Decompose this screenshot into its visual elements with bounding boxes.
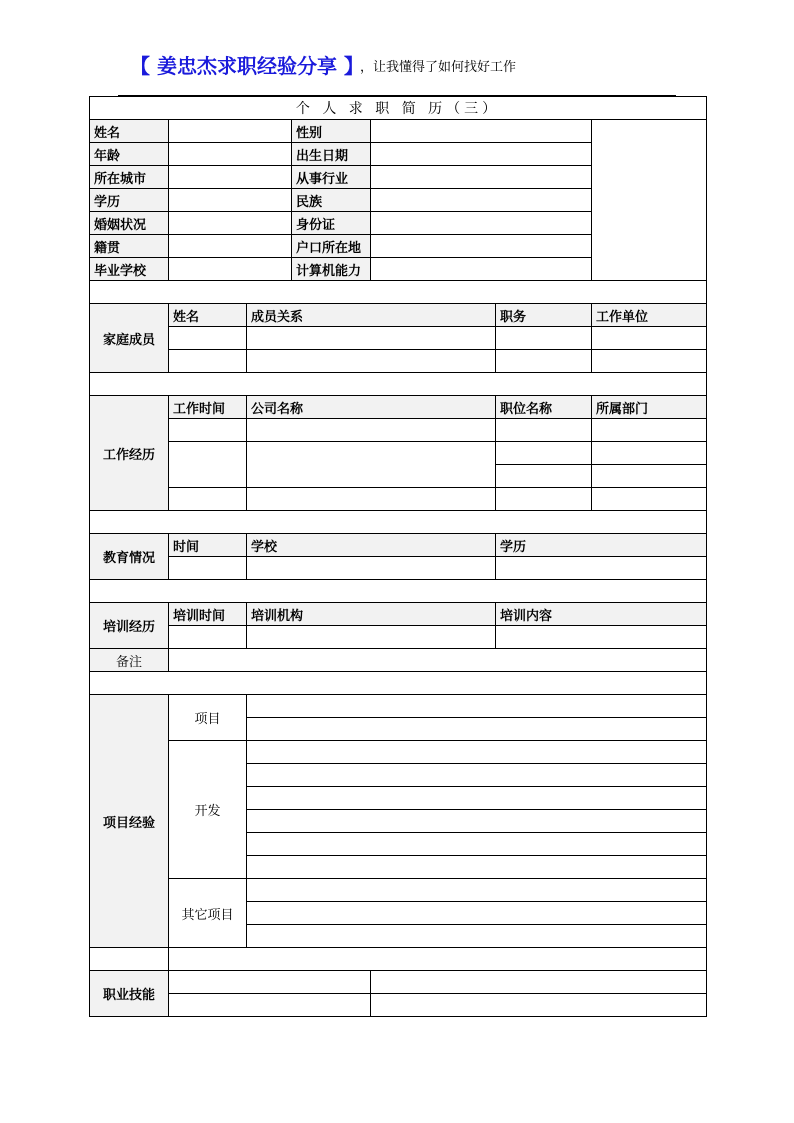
training-header: 培训内容 bbox=[496, 603, 707, 626]
project-line[interactable] bbox=[247, 718, 707, 741]
work-cell[interactable] bbox=[247, 488, 496, 511]
work-cell[interactable] bbox=[169, 488, 247, 511]
project-sub-label: 其它项目 bbox=[169, 879, 247, 948]
label-hukou: 户口所在地 bbox=[292, 235, 371, 258]
label-industry: 从事行业 bbox=[292, 166, 371, 189]
skills-cell[interactable] bbox=[371, 971, 707, 994]
training-header: 培训机构 bbox=[247, 603, 496, 626]
section-education: 教育情况 bbox=[90, 534, 169, 580]
work-header: 工作时间 bbox=[169, 396, 247, 419]
field-age[interactable] bbox=[169, 143, 292, 166]
project-line[interactable] bbox=[247, 810, 707, 833]
work-header: 职位名称 bbox=[496, 396, 592, 419]
field-education[interactable] bbox=[169, 189, 292, 212]
label-marital: 婚姻状况 bbox=[90, 212, 169, 235]
spacer-cell bbox=[169, 948, 707, 971]
field-industry[interactable] bbox=[371, 166, 592, 189]
resume-table bbox=[89, 96, 707, 1017]
family-cell[interactable] bbox=[592, 350, 707, 373]
edu-cell[interactable] bbox=[247, 557, 496, 580]
work-cell[interactable] bbox=[496, 442, 592, 465]
field-school[interactable] bbox=[169, 258, 292, 281]
project-line[interactable] bbox=[247, 695, 707, 718]
label-native: 籍贯 bbox=[90, 235, 169, 258]
field-birthdate[interactable] bbox=[371, 143, 592, 166]
field-name[interactable] bbox=[169, 120, 292, 143]
label-gender: 性别 bbox=[292, 120, 371, 143]
work-cell[interactable] bbox=[496, 419, 592, 442]
edu-header: 时间 bbox=[169, 534, 247, 557]
family-header: 职务 bbox=[496, 304, 592, 327]
work-cell[interactable] bbox=[496, 465, 592, 488]
family-header: 成员关系 bbox=[247, 304, 496, 327]
family-cell[interactable] bbox=[247, 350, 496, 373]
field-computer[interactable] bbox=[371, 258, 592, 281]
work-cell[interactable] bbox=[169, 419, 247, 442]
field-remarks[interactable] bbox=[169, 649, 707, 672]
resume-title: 个 人 求 职 简 历（三） bbox=[90, 97, 707, 120]
label-name: 姓名 bbox=[90, 120, 169, 143]
family-cell[interactable] bbox=[169, 350, 247, 373]
spacer-cell bbox=[90, 948, 169, 971]
label-remarks: 备注 bbox=[90, 649, 169, 672]
project-sub-label: 项目 bbox=[169, 695, 247, 741]
label-age: 年龄 bbox=[90, 143, 169, 166]
label-ethnicity: 民族 bbox=[292, 189, 371, 212]
field-idcard[interactable] bbox=[371, 212, 592, 235]
label-idcard: 身份证 bbox=[292, 212, 371, 235]
label-school: 毕业学校 bbox=[90, 258, 169, 281]
work-cell[interactable] bbox=[592, 442, 707, 465]
field-native[interactable] bbox=[169, 235, 292, 258]
project-line[interactable] bbox=[247, 787, 707, 810]
field-hukou[interactable] bbox=[371, 235, 592, 258]
brand-title: 【 姜忠杰求职经验分享 】 bbox=[130, 54, 354, 78]
spacer-row bbox=[90, 672, 707, 695]
project-line[interactable] bbox=[247, 925, 707, 948]
section-family: 家庭成员 bbox=[90, 304, 169, 373]
photo-box[interactable] bbox=[592, 120, 707, 281]
label-city: 所在城市 bbox=[90, 166, 169, 189]
skills-cell[interactable] bbox=[371, 994, 707, 1017]
work-cell[interactable] bbox=[592, 488, 707, 511]
section-training: 培训经历 bbox=[90, 603, 169, 649]
edu-cell[interactable] bbox=[496, 557, 707, 580]
work-cell[interactable] bbox=[247, 419, 496, 442]
training-cell[interactable] bbox=[496, 626, 707, 649]
work-cell[interactable] bbox=[169, 442, 247, 488]
work-cell[interactable] bbox=[592, 419, 707, 442]
project-line[interactable] bbox=[247, 764, 707, 787]
project-line[interactable] bbox=[247, 833, 707, 856]
training-header: 培训时间 bbox=[169, 603, 247, 626]
work-header: 公司名称 bbox=[247, 396, 496, 419]
spacer-row bbox=[90, 281, 707, 304]
field-marital[interactable] bbox=[169, 212, 292, 235]
project-sub-label: 开发 bbox=[169, 741, 247, 879]
section-work: 工作经历 bbox=[90, 396, 169, 511]
label-computer: 计算机能力 bbox=[292, 258, 371, 281]
work-header: 所属部门 bbox=[592, 396, 707, 419]
skills-cell[interactable] bbox=[169, 971, 371, 994]
project-line[interactable] bbox=[247, 879, 707, 902]
edu-cell[interactable] bbox=[169, 557, 247, 580]
edu-header: 学历 bbox=[496, 534, 707, 557]
label-education: 学历 bbox=[90, 189, 169, 212]
project-line[interactable] bbox=[247, 902, 707, 925]
family-cell[interactable] bbox=[169, 327, 247, 350]
family-header: 姓名 bbox=[169, 304, 247, 327]
work-cell[interactable] bbox=[592, 465, 707, 488]
family-cell[interactable] bbox=[592, 327, 707, 350]
section-skills: 职业技能 bbox=[90, 971, 169, 1017]
spacer-row bbox=[90, 511, 707, 534]
page-header bbox=[130, 50, 516, 80]
header-tagline: ，让我懂得了如何找好工作 bbox=[359, 60, 516, 75]
skills-cell[interactable] bbox=[169, 994, 371, 1017]
field-ethnicity[interactable] bbox=[371, 189, 592, 212]
work-cell[interactable] bbox=[247, 442, 496, 488]
family-cell[interactable] bbox=[496, 327, 592, 350]
family-cell[interactable] bbox=[496, 350, 592, 373]
spacer-row bbox=[90, 580, 707, 603]
spacer-row bbox=[90, 373, 707, 396]
project-line[interactable] bbox=[247, 741, 707, 764]
family-cell[interactable] bbox=[247, 327, 496, 350]
training-cell[interactable] bbox=[247, 626, 496, 649]
project-line[interactable] bbox=[247, 856, 707, 879]
family-header: 工作单位 bbox=[592, 304, 707, 327]
edu-header: 学校 bbox=[247, 534, 496, 557]
training-cell[interactable] bbox=[169, 626, 247, 649]
field-gender[interactable] bbox=[371, 120, 592, 143]
work-cell[interactable] bbox=[496, 488, 592, 511]
section-project: 项目经验 bbox=[90, 695, 169, 948]
label-birthdate: 出生日期 bbox=[292, 143, 371, 166]
field-city[interactable] bbox=[169, 166, 292, 189]
